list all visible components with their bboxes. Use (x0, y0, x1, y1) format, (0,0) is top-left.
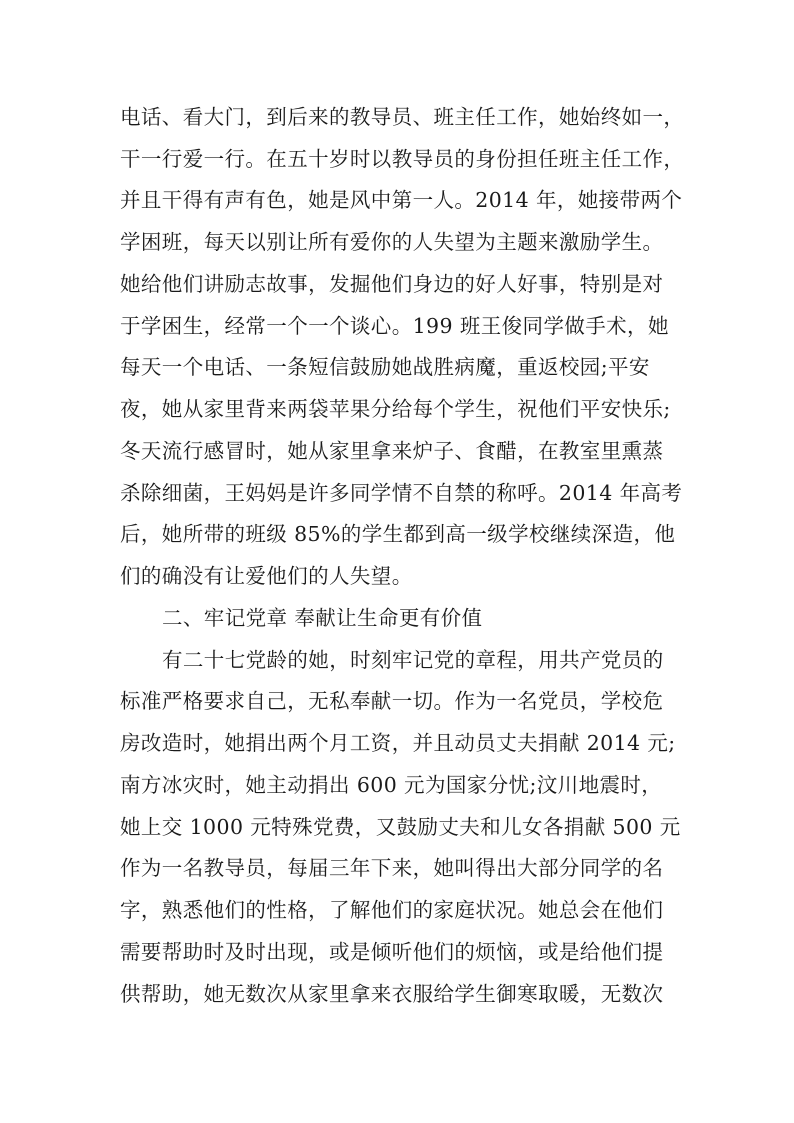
paragraph-line: 她给他们讲励志故事，发掘他们身边的好人好事，特别是对 (120, 272, 664, 296)
paragraph-line: 后，她所带的班级 85%的学生都到高一级学校继续深造，他 (120, 522, 676, 546)
paragraph-line: 冬天流行感冒时，她从家里拿来炉子、食醋，在教室里熏蒸 (120, 439, 664, 463)
paragraph-line: 作为一名教导员，每届三年下来，她叫得出大部分同学的名 (120, 856, 664, 880)
paragraph-line: 她上交 1000 元特殊党费，又鼓励丈夫和儿女各捐献 500 元 (120, 815, 681, 839)
section-heading: 二、牢记党章 奉献让生命更有价值 (162, 606, 483, 630)
paragraph-line: 房改造时，她捐出两个月工资，并且动员丈夫捐献 2014 元; (120, 731, 676, 755)
paragraph-line: 们的确没有让爱他们的人失望。 (120, 564, 413, 588)
paragraph-line: 有二十七党龄的她，时刻牢记党的章程，用共产党员的 (162, 648, 664, 672)
paragraph-line: 需要帮助时及时出现，或是倾听他们的烦恼，或是给他们提 (120, 940, 664, 964)
paragraph-line: 并且干得有声有色，她是风中第一人。2014 年，她接带两个 (120, 188, 683, 212)
paragraph-line: 电话、看大门，到后来的教导员、班主任工作，她始终如一， (120, 105, 685, 129)
paragraph-line: 干一行爱一行。在五十岁时以教导员的身份担任班主任工作， (120, 147, 685, 171)
paragraph-line: 字，熟悉他们的性格，了解他们的家庭状况。她总会在他们 (120, 898, 664, 922)
paragraph-line: 于学困生，经常一个一个谈心。199 班王俊同学做手术，她 (120, 314, 669, 338)
paragraph-line: 学困班，每天以别让所有爱你的人失望为主题来激励学生。 (120, 230, 664, 254)
paragraph-line: 供帮助，她无数次从家里拿来衣服给学生御寒取暖，无数次 (120, 982, 664, 1006)
paragraph-line: 杀除细菌，王妈妈是许多同学情不自禁的称呼。2014 年高考 (120, 481, 683, 505)
paragraph-line: 南方冰灾时，她主动捐出 600 元为国家分忧;汶川地震时， (120, 773, 663, 797)
paragraph-line: 夜，她从家里背来两袋苹果分给每个学生，祝他们平安快乐; (120, 397, 671, 421)
paragraph-line: 每天一个电话、一条短信鼓励她战胜病魔，重返校园;平安 (120, 355, 650, 379)
paragraph-line: 标准严格要求自己，无私奉献一切。作为一名党员，学校危 (120, 689, 664, 713)
